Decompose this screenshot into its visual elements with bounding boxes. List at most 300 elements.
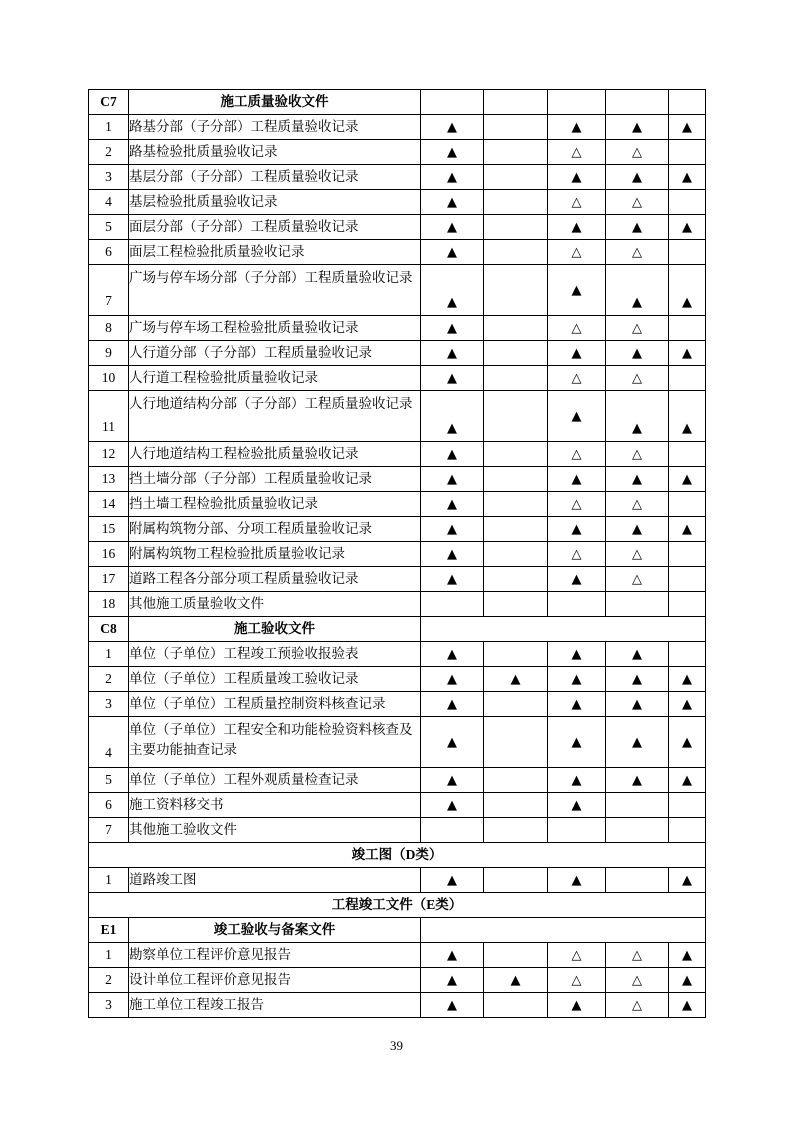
filled-triangle-icon: ▲	[571, 647, 582, 663]
mark-cell	[421, 567, 484, 592]
group-marks-merged	[421, 617, 706, 642]
row-title: 面层工程检验批质量验收记录	[129, 240, 421, 265]
group-code: E1	[89, 918, 129, 943]
mark-cell	[421, 341, 484, 366]
hollow-triangle-icon: △	[571, 145, 582, 161]
mark-cell	[606, 140, 669, 165]
table-row	[89, 968, 706, 993]
row-index: 2	[89, 667, 129, 692]
page-number: 39	[390, 1038, 403, 1053]
row-title: 路基检验批质量验收记录	[129, 140, 421, 165]
mark-cell	[548, 190, 606, 215]
mark-cell	[484, 717, 548, 768]
row-index: 14	[89, 492, 129, 517]
mark-cell	[669, 316, 706, 341]
mark-cell	[669, 592, 706, 617]
row-title: 人行地道结构分部（子分部）工程质量验收记录	[129, 391, 421, 442]
filled-triangle-icon: ▲	[682, 120, 692, 136]
filled-triangle-icon: ▲	[571, 346, 582, 362]
mark-cell	[421, 115, 484, 140]
table-row	[89, 492, 706, 517]
row-title: 附属构筑物分部、分项工程质量验收记录	[129, 517, 421, 542]
filled-triangle-icon: ▲	[682, 472, 692, 488]
mark-cell	[421, 165, 484, 190]
mark-cell	[669, 265, 706, 316]
mark-cell	[484, 492, 548, 517]
filled-triangle-icon: ▲	[571, 283, 582, 299]
mark-cell	[669, 215, 706, 240]
mark-cell	[606, 517, 669, 542]
filled-triangle-icon: ▲	[447, 547, 457, 563]
mark-cell	[669, 165, 706, 190]
mark-cell	[484, 265, 548, 316]
section-band-row	[89, 843, 706, 868]
mark-cell	[669, 90, 706, 115]
filled-triangle-icon: ▲	[447, 421, 457, 437]
row-title: 勘察单位工程评价意见报告	[129, 943, 421, 968]
row-title: 单位（子单位）工程质量控制资料核查记录	[129, 692, 421, 717]
table-row	[89, 316, 706, 341]
hollow-triangle-icon: △	[632, 321, 642, 337]
mark-cell	[421, 265, 484, 316]
mark-cell	[548, 968, 606, 993]
group-title: 施工质量验收文件	[129, 90, 421, 115]
mark-cell	[548, 717, 606, 768]
filled-triangle-icon: ▲	[682, 672, 692, 688]
mark-cell	[421, 717, 484, 768]
hollow-triangle-icon: △	[632, 973, 642, 989]
mark-cell	[421, 442, 484, 467]
filled-triangle-icon: ▲	[571, 572, 582, 588]
mark-cell	[606, 768, 669, 793]
filled-triangle-icon: ▲	[510, 672, 521, 688]
section-band-title: 工程竣工文件（E类）	[89, 893, 706, 918]
mark-cell	[548, 442, 606, 467]
mark-cell	[548, 240, 606, 265]
mark-cell	[484, 240, 548, 265]
row-index: 10	[89, 366, 129, 391]
mark-cell	[484, 140, 548, 165]
table-row	[89, 642, 706, 667]
mark-cell	[484, 642, 548, 667]
mark-cell	[484, 391, 548, 442]
mark-cell	[421, 868, 484, 893]
group-code: C8	[89, 617, 129, 642]
filled-triangle-icon: ▲	[682, 998, 692, 1014]
filled-triangle-icon: ▲	[632, 421, 642, 437]
mark-cell	[548, 366, 606, 391]
mark-cell	[669, 341, 706, 366]
row-title: 基层检验批质量验收记录	[129, 190, 421, 215]
row-title: 挡土墙工程检验批质量验收记录	[129, 492, 421, 517]
row-index: 13	[89, 467, 129, 492]
filled-triangle-icon: ▲	[571, 170, 582, 186]
mark-cell	[669, 868, 706, 893]
mark-cell	[548, 667, 606, 692]
table-row	[89, 215, 706, 240]
mark-cell	[669, 818, 706, 843]
mark-cell	[606, 190, 669, 215]
mark-cell	[606, 818, 669, 843]
hollow-triangle-icon: △	[571, 497, 582, 513]
row-index: 6	[89, 240, 129, 265]
mark-cell	[421, 642, 484, 667]
row-title: 附属构筑物工程检验批质量验收记录	[129, 542, 421, 567]
mark-cell	[669, 391, 706, 442]
filled-triangle-icon: ▲	[447, 998, 457, 1014]
filled-triangle-icon: ▲	[571, 472, 582, 488]
filled-triangle-icon: ▲	[682, 873, 692, 889]
mark-cell	[669, 692, 706, 717]
filled-triangle-icon: ▲	[571, 409, 582, 425]
row-index: 11	[89, 391, 129, 442]
filled-triangle-icon: ▲	[447, 647, 457, 663]
mark-cell	[669, 943, 706, 968]
mark-cell	[484, 868, 548, 893]
filled-triangle-icon: ▲	[447, 735, 457, 751]
table-row	[89, 567, 706, 592]
mark-cell	[421, 190, 484, 215]
filled-triangle-icon: ▲	[571, 672, 582, 688]
filled-triangle-icon: ▲	[447, 672, 457, 688]
mark-cell	[548, 467, 606, 492]
row-index: 18	[89, 592, 129, 617]
row-title: 施工单位工程竣工报告	[129, 993, 421, 1018]
filled-triangle-icon: ▲	[632, 346, 642, 362]
mark-cell	[669, 240, 706, 265]
mark-cell	[548, 115, 606, 140]
mark-cell	[669, 190, 706, 215]
hollow-triangle-icon: △	[632, 948, 642, 964]
mark-cell	[421, 542, 484, 567]
hollow-triangle-icon: △	[571, 973, 582, 989]
mark-cell	[484, 768, 548, 793]
mark-cell	[548, 768, 606, 793]
mark-cell	[484, 215, 548, 240]
mark-cell	[421, 793, 484, 818]
table-row	[89, 140, 706, 165]
filled-triangle-icon: ▲	[571, 998, 582, 1014]
group-marks-merged	[421, 918, 706, 943]
mark-cell	[669, 442, 706, 467]
row-title: 道路竣工图	[129, 868, 421, 893]
filled-triangle-icon: ▲	[632, 672, 642, 688]
mark-cell	[484, 592, 548, 617]
filled-triangle-icon: ▲	[682, 735, 692, 751]
filled-triangle-icon: ▲	[682, 170, 692, 186]
mark-cell	[606, 567, 669, 592]
filled-triangle-icon: ▲	[447, 798, 457, 814]
hollow-triangle-icon: △	[632, 998, 642, 1014]
filled-triangle-icon: ▲	[447, 321, 457, 337]
filled-triangle-icon: ▲	[632, 220, 642, 236]
filled-triangle-icon: ▲	[447, 170, 457, 186]
mark-cell	[421, 818, 484, 843]
row-title: 单位（子单位）工程外观质量检查记录	[129, 768, 421, 793]
mark-cell	[669, 517, 706, 542]
table-row	[89, 717, 706, 768]
mark-cell	[484, 517, 548, 542]
row-index: 7	[89, 818, 129, 843]
mark-cell	[669, 717, 706, 768]
table-row	[89, 366, 706, 391]
row-title: 单位（子单位）工程竣工预验收报验表	[129, 642, 421, 667]
filled-triangle-icon: ▲	[632, 697, 642, 713]
filled-triangle-icon: ▲	[682, 773, 692, 789]
mark-cell	[484, 567, 548, 592]
table-row	[89, 115, 706, 140]
mark-cell	[484, 993, 548, 1018]
mark-cell	[548, 215, 606, 240]
table-row	[89, 943, 706, 968]
filled-triangle-icon: ▲	[447, 371, 457, 387]
mark-cell	[669, 366, 706, 391]
mark-cell	[484, 968, 548, 993]
mark-cell	[548, 316, 606, 341]
row-title: 人行道分部（子分部）工程质量验收记录	[129, 341, 421, 366]
table-row	[89, 442, 706, 467]
mark-cell	[606, 115, 669, 140]
group-code: C7	[89, 90, 129, 115]
mark-cell	[606, 717, 669, 768]
row-index: 1	[89, 115, 129, 140]
filled-triangle-icon: ▲	[682, 346, 692, 362]
filled-triangle-icon: ▲	[447, 572, 457, 588]
mark-cell	[669, 768, 706, 793]
group-header-row	[89, 617, 706, 642]
table-row	[89, 265, 706, 316]
mark-cell	[484, 467, 548, 492]
filled-triangle-icon: ▲	[632, 773, 642, 789]
row-title: 人行地道结构工程检验批质量验收记录	[129, 442, 421, 467]
mark-cell	[421, 316, 484, 341]
table-row	[89, 517, 706, 542]
hollow-triangle-icon: △	[571, 195, 582, 211]
mark-cell	[606, 366, 669, 391]
filled-triangle-icon: ▲	[632, 522, 642, 538]
table-row	[89, 165, 706, 190]
row-title: 道路工程各分部分项工程质量验收记录	[129, 567, 421, 592]
mark-cell	[669, 567, 706, 592]
hollow-triangle-icon: △	[632, 547, 642, 563]
mark-cell	[421, 140, 484, 165]
filled-triangle-icon: ▲	[682, 948, 692, 964]
mark-cell	[484, 90, 548, 115]
hollow-triangle-icon: △	[571, 321, 582, 337]
filled-triangle-icon: ▲	[632, 120, 642, 136]
mark-cell	[606, 968, 669, 993]
filled-triangle-icon: ▲	[447, 873, 457, 889]
mark-cell	[484, 692, 548, 717]
filled-triangle-icon: ▲	[632, 170, 642, 186]
mark-cell	[548, 818, 606, 843]
filled-triangle-icon: ▲	[447, 522, 457, 538]
section-band-row	[89, 893, 706, 918]
row-index: 4	[89, 190, 129, 215]
row-title: 人行道工程检验批质量验收记录	[129, 366, 421, 391]
mark-cell	[606, 793, 669, 818]
mark-cell	[421, 943, 484, 968]
mark-cell	[548, 265, 606, 316]
row-index: 1	[89, 642, 129, 667]
mark-cell	[606, 492, 669, 517]
row-index: 3	[89, 692, 129, 717]
mark-cell	[421, 90, 484, 115]
mark-cell	[606, 215, 669, 240]
table-row	[89, 793, 706, 818]
mark-cell	[669, 140, 706, 165]
mark-cell	[421, 968, 484, 993]
filled-triangle-icon: ▲	[447, 195, 457, 211]
filled-triangle-icon: ▲	[447, 472, 457, 488]
table-row	[89, 592, 706, 617]
mark-cell	[548, 341, 606, 366]
mark-cell	[421, 240, 484, 265]
row-title: 挡土墙分部（子分部）工程质量验收记录	[129, 467, 421, 492]
mark-cell	[606, 442, 669, 467]
hollow-triangle-icon: △	[571, 371, 582, 387]
table-row	[89, 868, 706, 893]
mark-cell	[669, 667, 706, 692]
filled-triangle-icon: ▲	[447, 220, 457, 236]
mark-cell	[606, 90, 669, 115]
group-header-row	[89, 918, 706, 943]
row-index: 9	[89, 341, 129, 366]
mark-cell	[548, 517, 606, 542]
mark-cell	[421, 492, 484, 517]
row-index: 2	[89, 140, 129, 165]
mark-cell	[421, 993, 484, 1018]
row-index: 7	[89, 265, 129, 316]
mark-cell	[548, 692, 606, 717]
row-title: 设计单位工程评价意见报告	[129, 968, 421, 993]
hollow-triangle-icon: △	[571, 447, 582, 463]
row-index: 1	[89, 943, 129, 968]
filled-triangle-icon: ▲	[447, 773, 457, 789]
mark-cell	[484, 366, 548, 391]
filled-triangle-icon: ▲	[632, 472, 642, 488]
mark-cell	[548, 90, 606, 115]
table-row	[89, 467, 706, 492]
mark-cell	[548, 140, 606, 165]
mark-cell	[606, 692, 669, 717]
hollow-triangle-icon: △	[632, 447, 642, 463]
filled-triangle-icon: ▲	[571, 220, 582, 236]
mark-cell	[421, 391, 484, 442]
table-row	[89, 667, 706, 692]
filled-triangle-icon: ▲	[571, 798, 582, 814]
filled-triangle-icon: ▲	[571, 873, 582, 889]
mark-cell	[606, 642, 669, 667]
mark-cell	[669, 993, 706, 1018]
filled-triangle-icon: ▲	[632, 295, 642, 311]
row-index: 5	[89, 768, 129, 793]
mark-cell	[421, 592, 484, 617]
row-index: 15	[89, 517, 129, 542]
row-index: 4	[89, 717, 129, 768]
mark-cell	[606, 165, 669, 190]
mark-cell	[548, 943, 606, 968]
mark-cell	[606, 868, 669, 893]
mark-cell	[606, 592, 669, 617]
mark-cell	[421, 366, 484, 391]
mark-cell	[484, 190, 548, 215]
row-index: 6	[89, 793, 129, 818]
mark-cell	[669, 793, 706, 818]
table-row	[89, 391, 706, 442]
mark-cell	[606, 341, 669, 366]
filled-triangle-icon: ▲	[447, 447, 457, 463]
hollow-triangle-icon: △	[571, 245, 582, 261]
mark-cell	[606, 993, 669, 1018]
mark-cell	[606, 467, 669, 492]
mark-cell	[421, 215, 484, 240]
mark-cell	[421, 667, 484, 692]
mark-cell	[606, 240, 669, 265]
row-title: 单位（子单位）工程质量竣工验收记录	[129, 667, 421, 692]
mark-cell	[484, 793, 548, 818]
table-row	[89, 341, 706, 366]
mark-cell	[548, 592, 606, 617]
mark-cell	[669, 492, 706, 517]
mark-cell	[484, 165, 548, 190]
mark-cell	[548, 793, 606, 818]
row-index: 5	[89, 215, 129, 240]
table-row	[89, 818, 706, 843]
mark-cell	[606, 667, 669, 692]
mark-cell	[606, 943, 669, 968]
table-row	[89, 190, 706, 215]
hollow-triangle-icon: △	[632, 572, 642, 588]
filled-triangle-icon: ▲	[571, 120, 582, 136]
row-index: 8	[89, 316, 129, 341]
mark-cell	[669, 642, 706, 667]
section-band-title: 竣工图（D类）	[89, 843, 706, 868]
filled-triangle-icon: ▲	[447, 120, 457, 136]
table-row	[89, 240, 706, 265]
row-index: 3	[89, 993, 129, 1018]
filled-triangle-icon: ▲	[571, 773, 582, 789]
row-title: 施工资料移交书	[129, 793, 421, 818]
hollow-triangle-icon: △	[632, 245, 642, 261]
row-index: 16	[89, 542, 129, 567]
row-index: 1	[89, 868, 129, 893]
hollow-triangle-icon: △	[632, 195, 642, 211]
mark-cell	[484, 943, 548, 968]
group-header-row	[89, 90, 706, 115]
filled-triangle-icon: ▲	[682, 973, 692, 989]
filled-triangle-icon: ▲	[447, 497, 457, 513]
mark-cell	[606, 265, 669, 316]
filled-triangle-icon: ▲	[682, 522, 692, 538]
mark-cell	[484, 818, 548, 843]
row-title: 广场与停车场工程检验批质量验收记录	[129, 316, 421, 341]
hollow-triangle-icon: △	[632, 371, 642, 387]
filled-triangle-icon: ▲	[447, 697, 457, 713]
hollow-triangle-icon: △	[571, 547, 582, 563]
row-title: 单位（子单位）工程安全和功能检验资料核查及主要功能抽查记录	[129, 717, 421, 768]
filled-triangle-icon: ▲	[571, 697, 582, 713]
construction-archive-table	[88, 89, 706, 1018]
mark-cell	[421, 517, 484, 542]
row-title: 其他施工质量验收文件	[129, 592, 421, 617]
filled-triangle-icon: ▲	[682, 295, 692, 311]
mark-cell	[606, 391, 669, 442]
group-title: 竣工验收与备案文件	[129, 918, 421, 943]
hollow-triangle-icon: △	[571, 948, 582, 964]
mark-cell	[606, 542, 669, 567]
mark-cell	[484, 115, 548, 140]
